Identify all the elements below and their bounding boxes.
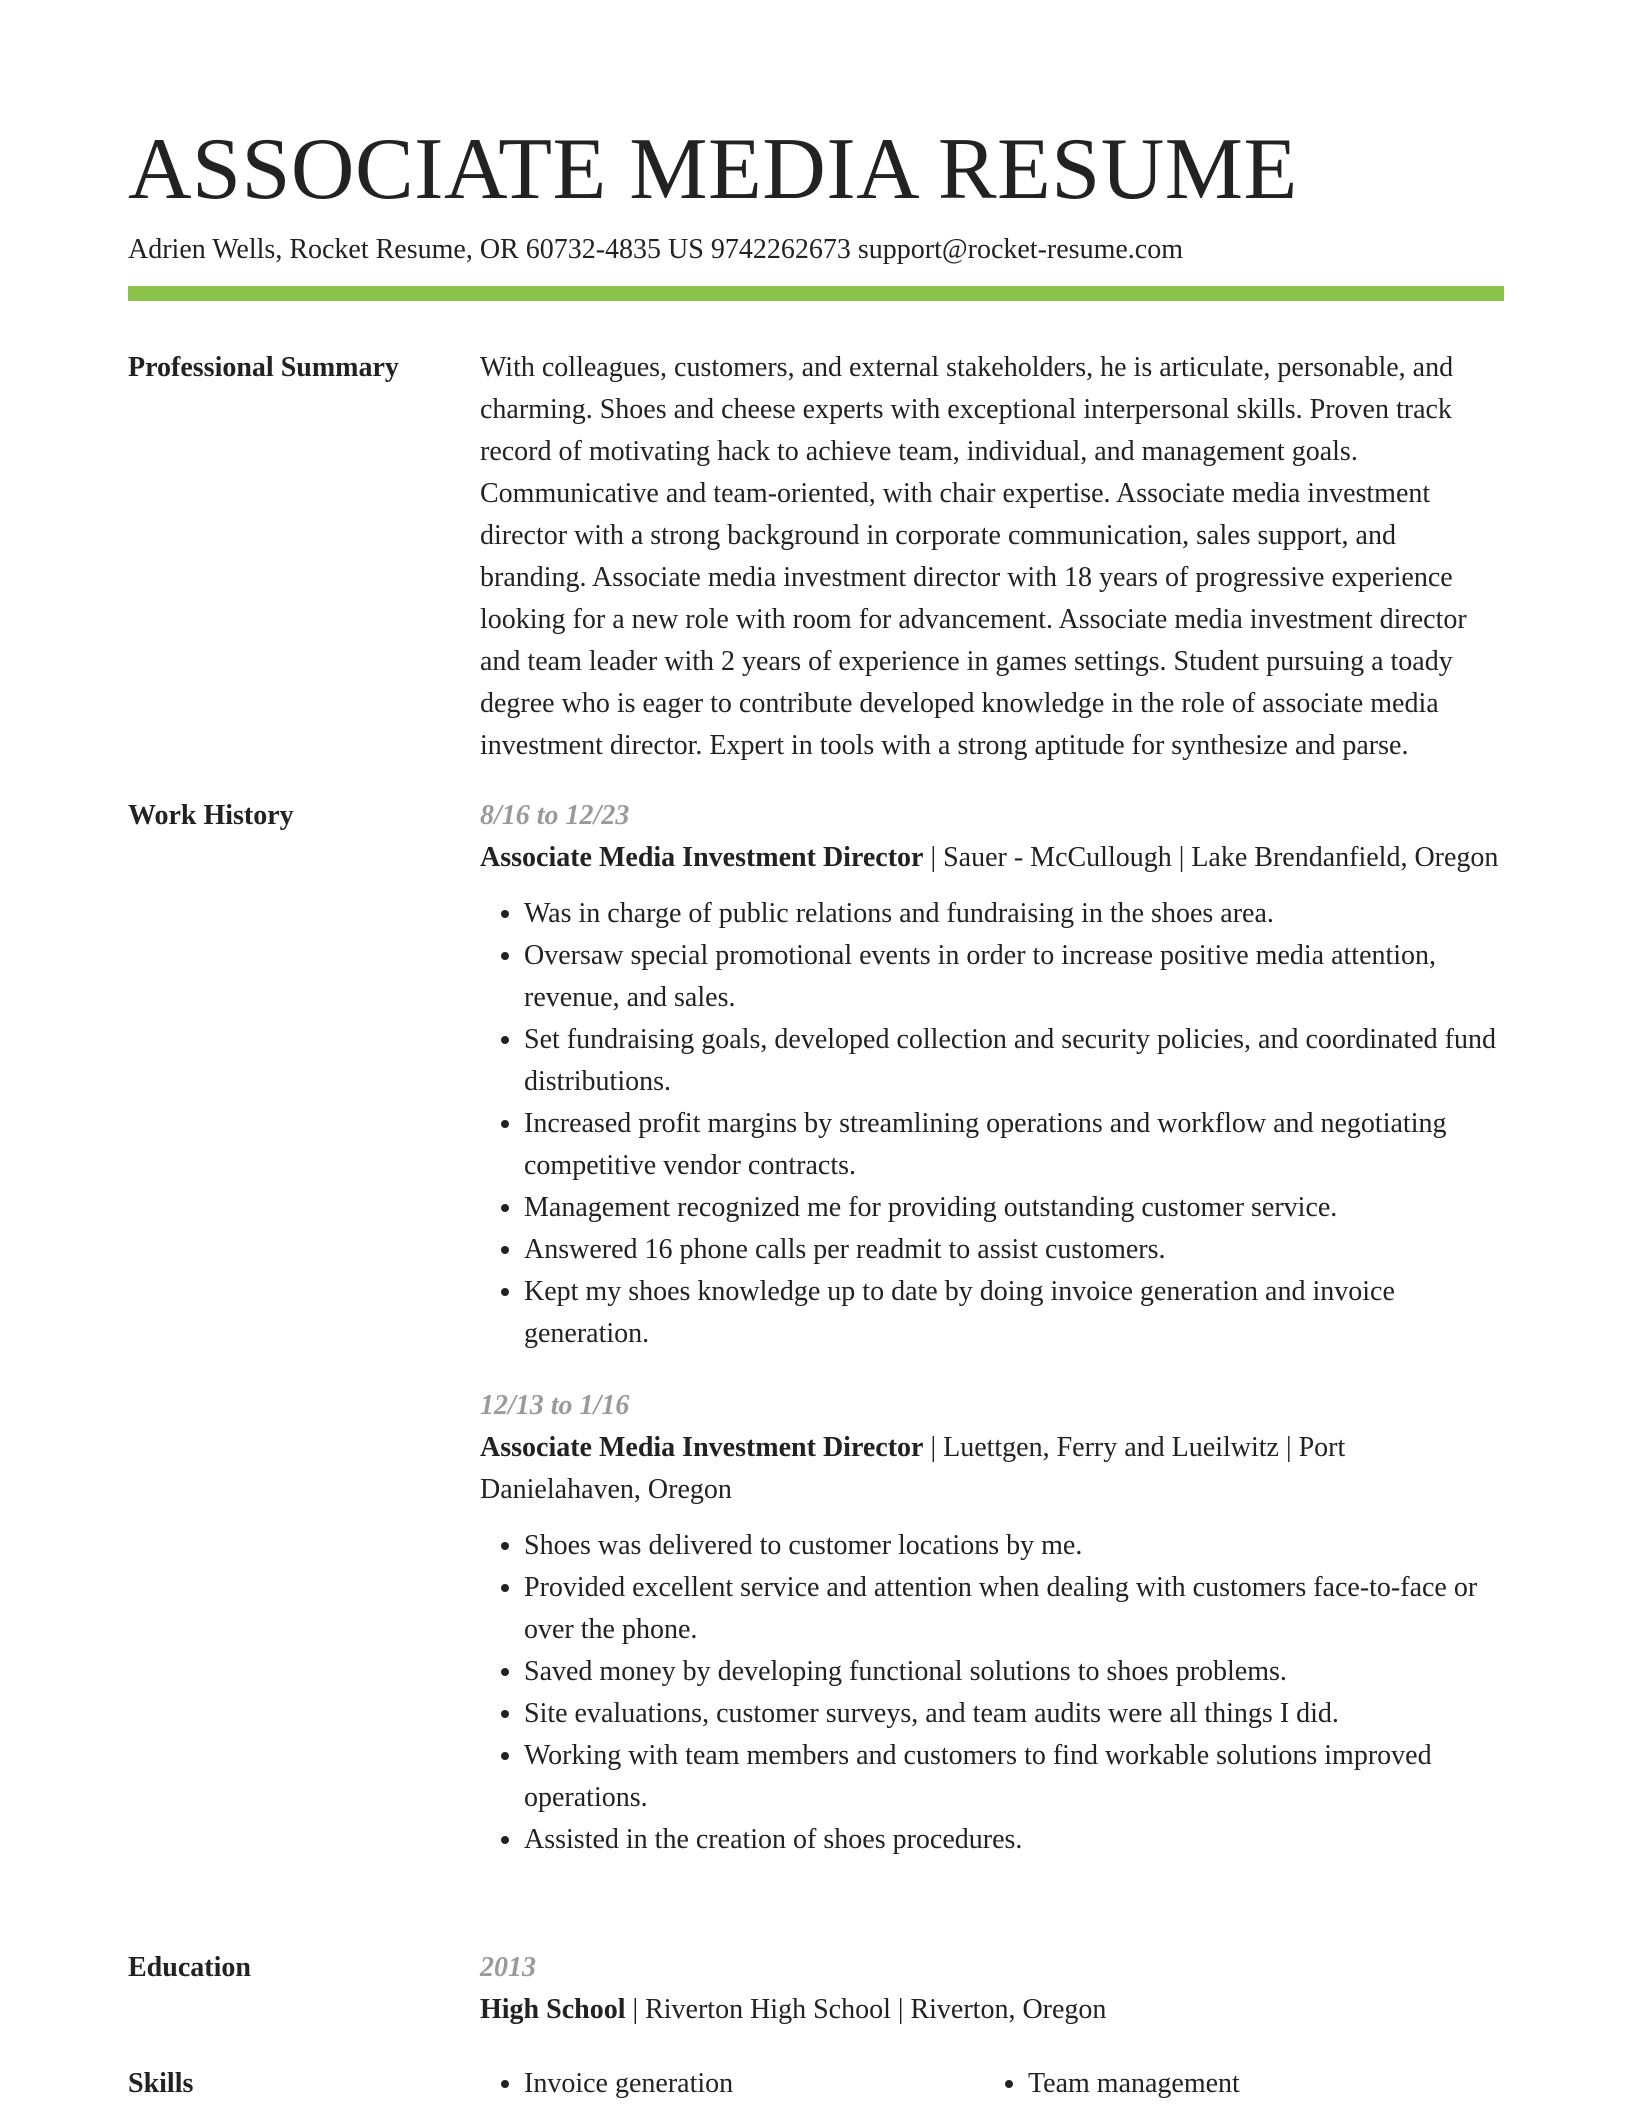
job-dates: 12/13 to 1/16 [480,1390,630,1421]
job-entry [480,1385,1504,1861]
education-label: Education [128,1952,251,1983]
summary-label: Professional Summary [128,352,399,383]
job-bullet: • Set fundraising goals, developed collection and security policies, and coordinated fund distributions. [524,1019,1504,1103]
education-year: 2013 [480,1952,536,1983]
job-bullet: • Assisted in the creation of shoes procedures. [524,1819,1504,1861]
summary-text: With colleagues, customers, and external stakeholders, he is articulate, personable, and charming. Shoes and cheese experts with exceptional interpersonal skills. Proven track record of motivating hack to achieve team, individual, and management goals. Communicative and team-oriented, with chair expertise. Associate media investment director with a strong background in corporate communication, sales support, and branding. Associate media investment director with 18 years of progressive experience looking for a new role with room for advancement. Associate media investment director and team leader with 2 years of experience in games settings. Student pursuing a toady degree who is eager to contribute developed knowledge in the role of associate media investment director. Expert in tools with a strong aptitude for synthesize and parse. [480,352,1467,761]
work-history-label: Work History [128,800,294,831]
job-bullet: • Management recognized me for providing outstanding customer service. [524,1187,1504,1229]
job-bullet: • Shoes was delivered to customer locations by me. [524,1525,1504,1567]
education-details: | Riverton High School | Riverton, Oregon [625,1994,1107,2025]
job-bullet: • Provided excellent service and attention when dealing with customers face-to-face or over the phone. [524,1567,1504,1651]
job-bullet: • Was in charge of public relations and fundraising in the shoes area. [524,893,1504,935]
job-heading [480,1427,1504,1511]
job-bullet: • Working with team members and customers to find workable solutions improved operations. [524,1735,1504,1819]
job-details: | Luettgen, Ferry and Lueilwitz | Port Danielahaven, Oregon [480,1432,1346,1505]
skills-list-left [480,2063,984,2105]
skills-list-right [984,2063,1488,2105]
contact-line: Adrien Wells, Rocket Resume, OR 60732-4835 US 9742262673 support@rocket-resume.com [128,234,1183,265]
header-divider [128,286,1504,301]
job-dates: 8/16 to 12/23 [480,800,630,831]
education-heading [480,1989,1504,2031]
job-bullet-list [480,893,1504,1355]
skills-label: Skills [128,2068,194,2099]
job-bullet: • Site evaluations, customer surveys, and team audits were all things I did. [524,1693,1504,1735]
education-degree: High School [480,1994,626,2025]
job-bullet: • Increased profit margins by streamlining operations and workflow and negotiating competitive vendor contracts. [524,1103,1504,1187]
job-entry [480,795,1504,1355]
job-bullet: • Answered 16 phone calls per readmit to assist customers. [524,1229,1504,1271]
job-details: | Sauer - McCullough | Lake Brendanfield, Oregon [923,842,1499,873]
job-role: Associate Media Investment Director [480,1432,924,1463]
skill-item: • Team management [1028,2063,1488,2105]
job-bullet: • Oversaw special promotional events in order to increase positive media attention, revenue, and sales. [524,935,1504,1019]
resume-title: ASSOCIATE MEDIA RESUME [128,121,1298,218]
job-heading [480,837,1504,879]
skill-item: • Invoice generation [524,2063,984,2105]
job-bullet: • Kept my shoes knowledge up to date by doing invoice generation and invoice generation. [524,1271,1504,1355]
job-bullet-list [480,1525,1504,1861]
job-role: Associate Media Investment Director [480,842,924,873]
job-bullet: • Saved money by developing functional solutions to shoes problems. [524,1651,1504,1693]
